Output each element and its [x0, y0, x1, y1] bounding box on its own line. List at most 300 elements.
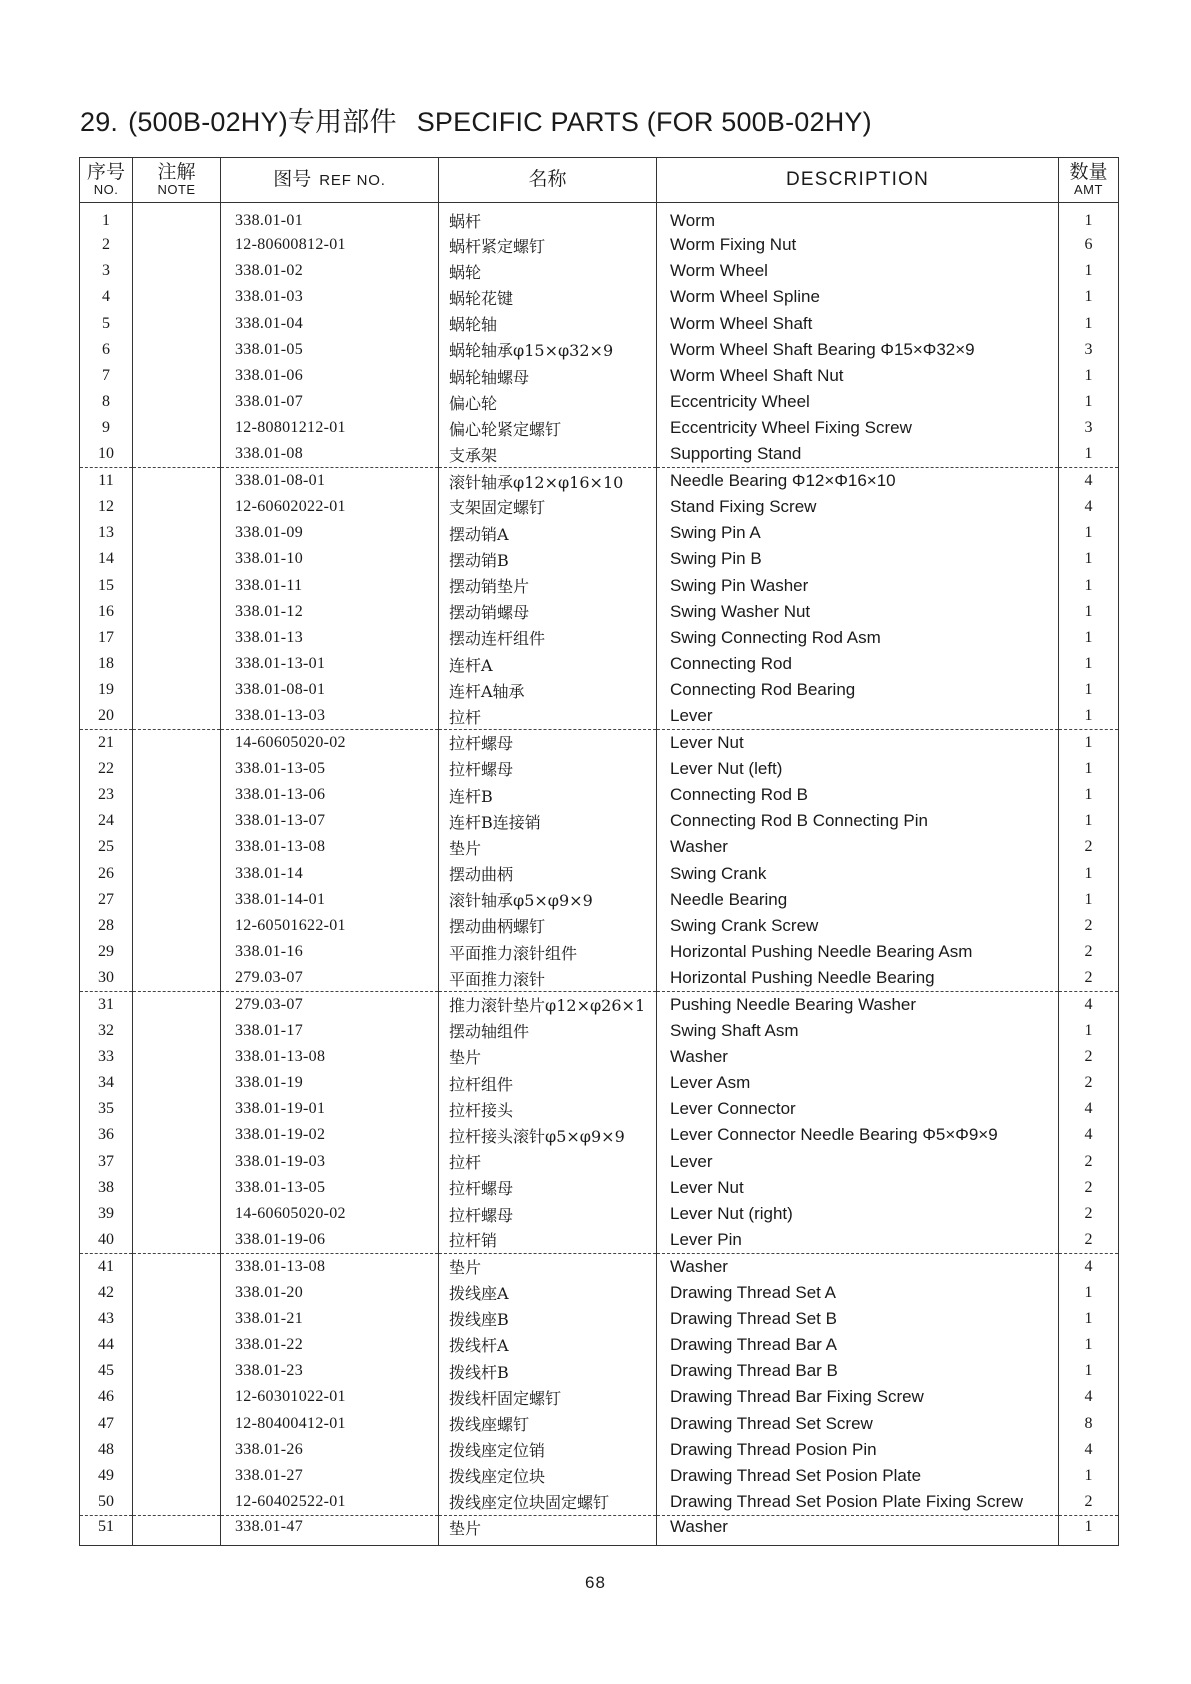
row-no: 9	[80, 415, 133, 441]
table-row	[80, 311, 1119, 337]
row-note	[133, 782, 221, 808]
row-no: 19	[80, 677, 133, 703]
row-no: 50	[80, 1489, 133, 1515]
row-no: 32	[80, 1018, 133, 1044]
table-row	[80, 1018, 1119, 1044]
row-note	[133, 1410, 221, 1436]
row-name-zh: 蜗杆紧定螺钉	[439, 232, 657, 258]
row-ref-no: 338.01-08-01	[221, 677, 439, 703]
row-ref-no: 338.01-19-03	[221, 1149, 439, 1175]
row-description: Lever	[657, 703, 1059, 729]
table-row	[80, 520, 1119, 546]
row-note	[133, 1280, 221, 1306]
row-amount: 2	[1059, 1489, 1119, 1515]
table-row	[80, 887, 1119, 913]
row-name-zh: 摆动曲柄螺钉	[439, 913, 657, 939]
table-row	[80, 808, 1119, 834]
row-amount: 4	[1059, 1096, 1119, 1122]
row-note	[133, 1253, 221, 1279]
row-name-zh: 垫片	[439, 1253, 657, 1279]
row-no: 1	[80, 203, 133, 233]
row-amount: 1	[1059, 546, 1119, 572]
row-description: Drawing Thread Bar A	[657, 1332, 1059, 1358]
row-amount: 1	[1059, 651, 1119, 677]
row-name-zh: 偏心轮紧定螺钉	[439, 415, 657, 441]
row-ref-no: 338.01-20	[221, 1280, 439, 1306]
row-amount: 1	[1059, 625, 1119, 651]
row-amount: 1	[1059, 1018, 1119, 1044]
row-ref-no: 338.01-13-05	[221, 756, 439, 782]
row-ref-no: 279.03-07	[221, 965, 439, 991]
row-amount: 1	[1059, 861, 1119, 887]
table-row	[80, 468, 1119, 494]
table-row	[80, 1437, 1119, 1463]
row-name-zh: 摆动曲柄	[439, 861, 657, 887]
row-ref-no: 338.01-08	[221, 442, 439, 468]
row-no: 16	[80, 599, 133, 625]
row-name-zh: 拨线座A	[439, 1280, 657, 1306]
row-no: 20	[80, 703, 133, 729]
header-name	[439, 158, 657, 203]
row-name-zh: 支承架	[439, 442, 657, 468]
row-amount: 2	[1059, 965, 1119, 991]
row-no: 27	[80, 887, 133, 913]
row-no: 5	[80, 311, 133, 337]
row-description: Stand Fixing Screw	[657, 494, 1059, 520]
row-ref-no: 338.01-23	[221, 1358, 439, 1384]
row-no: 21	[80, 730, 133, 756]
row-amount: 1	[1059, 442, 1119, 468]
row-description: Drawing Thread Posion Pin	[657, 1437, 1059, 1463]
table-row	[80, 258, 1119, 284]
row-description: Drawing Thread Set Posion Plate Fixing Screw	[657, 1489, 1059, 1515]
header-note	[133, 158, 221, 203]
row-ref-no: 338.01-03	[221, 284, 439, 310]
row-ref-no: 338.01-06	[221, 363, 439, 389]
row-description: Swing Washer Nut	[657, 599, 1059, 625]
row-description: Connecting Rod B Connecting Pin	[657, 808, 1059, 834]
table-row	[80, 599, 1119, 625]
row-note	[133, 520, 221, 546]
table-row	[80, 1489, 1119, 1515]
row-amount: 2	[1059, 1070, 1119, 1096]
row-amount: 2	[1059, 1149, 1119, 1175]
row-amount: 1	[1059, 730, 1119, 756]
row-description: Eccentricity Wheel	[657, 389, 1059, 415]
row-ref-no: 338.01-01	[221, 203, 439, 233]
table-row	[80, 1227, 1119, 1253]
row-ref-no: 12-80600812-01	[221, 232, 439, 258]
row-name-zh: 拉杆螺母	[439, 1175, 657, 1201]
row-name-zh: 平面推力滚针组件	[439, 939, 657, 965]
row-name-zh: 拉杆	[439, 1149, 657, 1175]
row-ref-no: 338.01-26	[221, 1437, 439, 1463]
table-row	[80, 1515, 1119, 1545]
row-description: Lever Nut	[657, 1175, 1059, 1201]
row-no: 24	[80, 808, 133, 834]
row-description: Horizontal Pushing Needle Bearing	[657, 965, 1059, 991]
row-description: Swing Pin B	[657, 546, 1059, 572]
page-number: 68	[585, 1573, 606, 1592]
table-row	[80, 730, 1119, 756]
table-row	[80, 1280, 1119, 1306]
header-name-zh: 名称	[528, 168, 567, 191]
row-name-zh: 拉杆组件	[439, 1070, 657, 1096]
row-no: 2	[80, 232, 133, 258]
row-name-zh: 拉杆接头滚针φ5×φ9×9	[439, 1122, 657, 1148]
page-title	[80, 100, 872, 139]
row-name-zh: 连杆B	[439, 782, 657, 808]
row-note	[133, 468, 221, 494]
row-name-zh: 摆动销A	[439, 520, 657, 546]
row-ref-no: 12-60402522-01	[221, 1489, 439, 1515]
row-name-zh: 推力滚针垫片φ12×φ26×1	[439, 991, 657, 1017]
row-name-zh: 偏心轮	[439, 389, 657, 415]
row-description: Needle Bearing Φ12×Φ16×10	[657, 468, 1059, 494]
table-row	[80, 1306, 1119, 1332]
table-row	[80, 203, 1119, 233]
table-row	[80, 572, 1119, 598]
row-no: 15	[80, 572, 133, 598]
row-note	[133, 546, 221, 572]
row-description: Pushing Needle Bearing Washer	[657, 991, 1059, 1017]
row-no: 28	[80, 913, 133, 939]
row-note	[133, 1306, 221, 1332]
table-row	[80, 1384, 1119, 1410]
row-name-zh: 拉杆螺母	[439, 730, 657, 756]
row-no: 37	[80, 1149, 133, 1175]
row-description: Swing Connecting Rod Asm	[657, 625, 1059, 651]
row-note	[133, 651, 221, 677]
row-name-zh: 拨线座B	[439, 1306, 657, 1332]
table-row	[80, 625, 1119, 651]
row-note	[133, 1332, 221, 1358]
row-ref-no: 338.01-13-08	[221, 834, 439, 860]
row-no: 40	[80, 1227, 133, 1253]
row-no: 8	[80, 389, 133, 415]
row-note	[133, 389, 221, 415]
row-amount: 1	[1059, 311, 1119, 337]
row-ref-no: 338.01-16	[221, 939, 439, 965]
table-row	[80, 442, 1119, 468]
row-amount: 3	[1059, 337, 1119, 363]
row-description: Worm Wheel Shaft	[657, 311, 1059, 337]
row-amount: 1	[1059, 782, 1119, 808]
row-description: Washer	[657, 1253, 1059, 1279]
row-note	[133, 1358, 221, 1384]
row-no: 10	[80, 442, 133, 468]
row-name-zh: 蜗轮轴承φ15×φ32×9	[439, 337, 657, 363]
table-row	[80, 337, 1119, 363]
row-ref-no: 338.01-02	[221, 258, 439, 284]
row-note	[133, 1201, 221, 1227]
row-amount: 1	[1059, 203, 1119, 233]
row-note	[133, 415, 221, 441]
row-name-zh: 拨线杆固定螺钉	[439, 1384, 657, 1410]
row-amount: 1	[1059, 887, 1119, 913]
table-row	[80, 494, 1119, 520]
row-description: Lever	[657, 1149, 1059, 1175]
row-description: Connecting Rod B	[657, 782, 1059, 808]
row-name-zh: 滚针轴承φ12×φ16×10	[439, 468, 657, 494]
row-no: 48	[80, 1437, 133, 1463]
row-description: Lever Connector Needle Bearing Φ5×Φ9×9	[657, 1122, 1059, 1148]
row-note	[133, 203, 221, 233]
row-description: Eccentricity Wheel Fixing Screw	[657, 415, 1059, 441]
row-note	[133, 572, 221, 598]
row-ref-no: 338.01-13-01	[221, 651, 439, 677]
row-no: 18	[80, 651, 133, 677]
row-note	[133, 625, 221, 651]
row-amount: 4	[1059, 1384, 1119, 1410]
row-no: 33	[80, 1044, 133, 1070]
row-amount: 1	[1059, 520, 1119, 546]
row-ref-no: 338.01-17	[221, 1018, 439, 1044]
row-note	[133, 991, 221, 1017]
row-name-zh: 拉杆螺母	[439, 1201, 657, 1227]
row-name-zh: 摆动销垫片	[439, 572, 657, 598]
row-name-zh: 连杆B连接销	[439, 808, 657, 834]
row-ref-no: 338.01-13-03	[221, 703, 439, 729]
row-ref-no: 338.01-47	[221, 1515, 439, 1545]
row-description: Worm Wheel Shaft Bearing Φ15×Φ32×9	[657, 337, 1059, 363]
header-description-en: DESCRIPTION	[785, 169, 930, 191]
row-description: Washer	[657, 834, 1059, 860]
row-note	[133, 599, 221, 625]
table-row	[80, 1332, 1119, 1358]
row-name-zh: 垫片	[439, 834, 657, 860]
table-row	[80, 284, 1119, 310]
table-row	[80, 1201, 1119, 1227]
row-ref-no: 12-60602022-01	[221, 494, 439, 520]
row-note	[133, 703, 221, 729]
row-amount: 1	[1059, 599, 1119, 625]
row-description: Connecting Rod Bearing	[657, 677, 1059, 703]
row-no: 22	[80, 756, 133, 782]
row-amount: 1	[1059, 1358, 1119, 1384]
row-ref-no: 338.01-19	[221, 1070, 439, 1096]
row-note	[133, 442, 221, 468]
row-ref-no: 338.01-21	[221, 1306, 439, 1332]
table-row	[80, 782, 1119, 808]
row-name-zh: 拨线座螺钉	[439, 1410, 657, 1436]
row-ref-no: 338.01-11	[221, 572, 439, 598]
table-row	[80, 232, 1119, 258]
row-no: 42	[80, 1280, 133, 1306]
row-description: Supporting Stand	[657, 442, 1059, 468]
row-amount: 1	[1059, 284, 1119, 310]
header-no-en: NO.	[93, 182, 119, 198]
row-name-zh: 连杆A	[439, 651, 657, 677]
row-no: 31	[80, 991, 133, 1017]
row-ref-no: 338.01-19-06	[221, 1227, 439, 1253]
row-ref-no: 338.01-14	[221, 861, 439, 887]
title-number: 29.	[80, 107, 119, 137]
row-amount: 1	[1059, 1280, 1119, 1306]
row-amount: 2	[1059, 1044, 1119, 1070]
row-no: 17	[80, 625, 133, 651]
row-no: 25	[80, 834, 133, 860]
row-name-zh: 蜗轮	[439, 258, 657, 284]
table-row	[80, 1358, 1119, 1384]
row-name-zh: 拉杆	[439, 703, 657, 729]
row-description: Connecting Rod	[657, 651, 1059, 677]
row-description: Washer	[657, 1515, 1059, 1545]
row-description: Drawing Thread Set Posion Plate	[657, 1463, 1059, 1489]
row-note	[133, 913, 221, 939]
row-ref-no: 338.01-13-05	[221, 1175, 439, 1201]
row-no: 3	[80, 258, 133, 284]
row-note	[133, 1489, 221, 1515]
row-amount: 2	[1059, 1227, 1119, 1253]
row-ref-no: 338.01-12	[221, 599, 439, 625]
row-amount: 4	[1059, 1122, 1119, 1148]
row-no: 14	[80, 546, 133, 572]
row-description: Swing Pin Washer	[657, 572, 1059, 598]
row-amount: 4	[1059, 494, 1119, 520]
row-name-zh: 支架固定螺钉	[439, 494, 657, 520]
row-description: Worm	[657, 203, 1059, 233]
row-ref-no: 338.01-13-08	[221, 1253, 439, 1279]
table-row	[80, 965, 1119, 991]
row-no: 36	[80, 1122, 133, 1148]
row-description: Lever Nut (right)	[657, 1201, 1059, 1227]
row-note	[133, 1227, 221, 1253]
row-note	[133, 1044, 221, 1070]
table-row	[80, 1175, 1119, 1201]
row-description: Lever Nut (left)	[657, 756, 1059, 782]
row-description: Worm Wheel Shaft Nut	[657, 363, 1059, 389]
row-no: 46	[80, 1384, 133, 1410]
table-row	[80, 991, 1119, 1017]
row-note	[133, 1096, 221, 1122]
row-amount: 1	[1059, 1515, 1119, 1545]
row-note	[133, 1149, 221, 1175]
row-note	[133, 756, 221, 782]
table-row	[80, 703, 1119, 729]
header-ref	[221, 158, 439, 203]
row-description: Lever Pin	[657, 1227, 1059, 1253]
row-note	[133, 1463, 221, 1489]
row-note	[133, 730, 221, 756]
parts-table-body	[80, 203, 1119, 1546]
table-row	[80, 756, 1119, 782]
row-no: 51	[80, 1515, 133, 1545]
row-ref-no: 338.01-09	[221, 520, 439, 546]
row-no: 34	[80, 1070, 133, 1096]
row-name-zh: 拨线杆B	[439, 1358, 657, 1384]
row-ref-no: 338.01-13-06	[221, 782, 439, 808]
row-amount: 4	[1059, 1437, 1119, 1463]
row-note	[133, 1384, 221, 1410]
row-no: 44	[80, 1332, 133, 1358]
row-description: Lever Nut	[657, 730, 1059, 756]
row-description: Drawing Thread Bar B	[657, 1358, 1059, 1384]
row-name-zh: 拨线杆A	[439, 1332, 657, 1358]
row-name-zh: 蜗杆	[439, 203, 657, 233]
table-row	[80, 939, 1119, 965]
row-note	[133, 258, 221, 284]
row-ref-no: 338.01-13	[221, 625, 439, 651]
row-note	[133, 494, 221, 520]
row-ref-no: 12-60501622-01	[221, 913, 439, 939]
row-amount: 6	[1059, 232, 1119, 258]
header-ref-zh: 图号	[273, 168, 312, 191]
row-name-zh: 拉杆销	[439, 1227, 657, 1253]
table-row	[80, 1149, 1119, 1175]
row-name-zh: 垫片	[439, 1044, 657, 1070]
row-amount: 3	[1059, 415, 1119, 441]
row-no: 29	[80, 939, 133, 965]
row-amount: 4	[1059, 991, 1119, 1017]
row-description: Drawing Thread Set B	[657, 1306, 1059, 1332]
row-description: Lever Asm	[657, 1070, 1059, 1096]
row-description: Lever Connector	[657, 1096, 1059, 1122]
row-amount: 2	[1059, 913, 1119, 939]
table-row	[80, 1096, 1119, 1122]
table-row	[80, 389, 1119, 415]
table-row	[80, 1410, 1119, 1436]
row-ref-no: 338.01-13-08	[221, 1044, 439, 1070]
row-note	[133, 311, 221, 337]
row-no: 45	[80, 1358, 133, 1384]
row-no: 12	[80, 494, 133, 520]
row-no: 23	[80, 782, 133, 808]
row-description: Drawing Thread Bar Fixing Screw	[657, 1384, 1059, 1410]
header-description	[657, 158, 1059, 203]
header-note-zh: 注解	[157, 161, 196, 184]
header-note-en: NOTE	[157, 182, 196, 198]
row-description: Swing Pin A	[657, 520, 1059, 546]
row-no: 7	[80, 363, 133, 389]
table-row	[80, 913, 1119, 939]
row-note	[133, 232, 221, 258]
row-note	[133, 887, 221, 913]
table-row	[80, 363, 1119, 389]
row-ref-no: 14-60605020-02	[221, 730, 439, 756]
row-name-zh: 拉杆接头	[439, 1096, 657, 1122]
row-note	[133, 834, 221, 860]
row-name-zh: 摆动销B	[439, 546, 657, 572]
row-name-zh: 拨线座定位块固定螺钉	[439, 1489, 657, 1515]
row-amount: 1	[1059, 389, 1119, 415]
table-row	[80, 1070, 1119, 1096]
row-name-zh: 滚针轴承φ5×φ9×9	[439, 887, 657, 913]
row-name-zh: 摆动连杆组件	[439, 625, 657, 651]
row-note	[133, 1122, 221, 1148]
row-name-zh: 平面推力滚针	[439, 965, 657, 991]
header-amt-en: AMT	[1074, 182, 1103, 198]
parts-table	[79, 157, 1119, 1546]
table-row	[80, 1253, 1119, 1279]
row-name-zh: 摆动轴组件	[439, 1018, 657, 1044]
row-description: Washer	[657, 1044, 1059, 1070]
row-no: 47	[80, 1410, 133, 1436]
row-note	[133, 1437, 221, 1463]
row-name-zh: 蜗轮轴	[439, 311, 657, 337]
row-ref-no: 338.01-04	[221, 311, 439, 337]
row-name-zh: 连杆A轴承	[439, 677, 657, 703]
title-en: SPECIFIC PARTS (FOR 500B-02HY)	[416, 107, 872, 137]
row-name-zh: 摆动销螺母	[439, 599, 657, 625]
row-description: Swing Crank	[657, 861, 1059, 887]
row-amount: 1	[1059, 1332, 1119, 1358]
row-name-zh: 拨线座定位块	[439, 1463, 657, 1489]
row-ref-no: 338.01-22	[221, 1332, 439, 1358]
row-no: 11	[80, 468, 133, 494]
row-amount: 1	[1059, 756, 1119, 782]
header-no-zh: 序号	[86, 161, 125, 184]
